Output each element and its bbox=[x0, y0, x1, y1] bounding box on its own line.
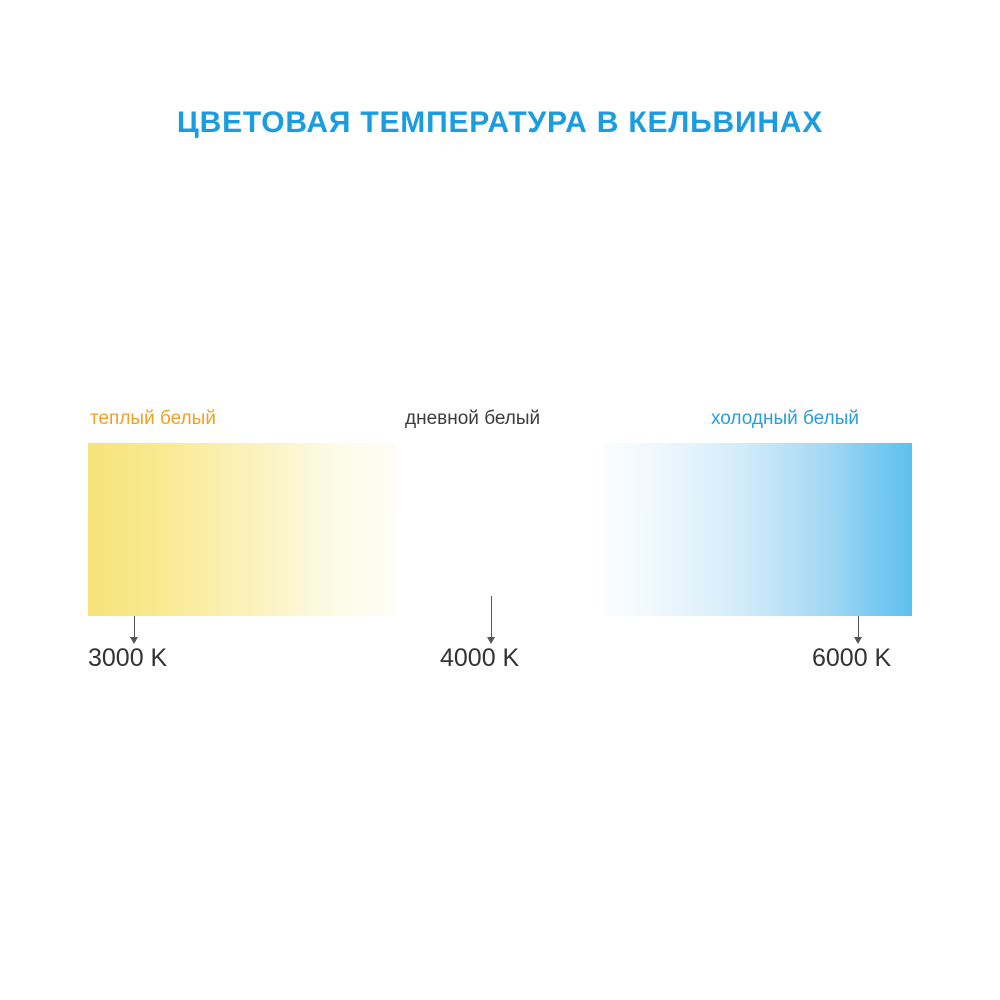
value-3000k: 3000 K bbox=[88, 644, 168, 672]
label-warm-white: теплый белый bbox=[90, 408, 216, 429]
cool-white-gradient-band bbox=[604, 443, 912, 616]
gradient-scale bbox=[88, 443, 912, 616]
arrow-marker-6000k bbox=[854, 637, 862, 644]
arrow-marker-4000k bbox=[487, 637, 495, 644]
warm-white-gradient-band bbox=[88, 443, 396, 616]
page-title: ЦВЕТОВАЯ ТЕМПЕРАТУРА В КЕЛЬВИНАХ bbox=[176, 106, 824, 139]
tick-line-6000k bbox=[858, 616, 859, 639]
arrow-marker-3000k bbox=[130, 637, 138, 644]
tick-line-3000k bbox=[134, 616, 135, 639]
value-6000k: 6000 K bbox=[812, 644, 892, 672]
label-daylight-white: дневной белый bbox=[405, 408, 541, 429]
tick-line-4000k bbox=[491, 596, 492, 639]
value-4000k: 4000 K bbox=[440, 644, 520, 672]
label-cool-white: холодный белый bbox=[711, 408, 859, 429]
